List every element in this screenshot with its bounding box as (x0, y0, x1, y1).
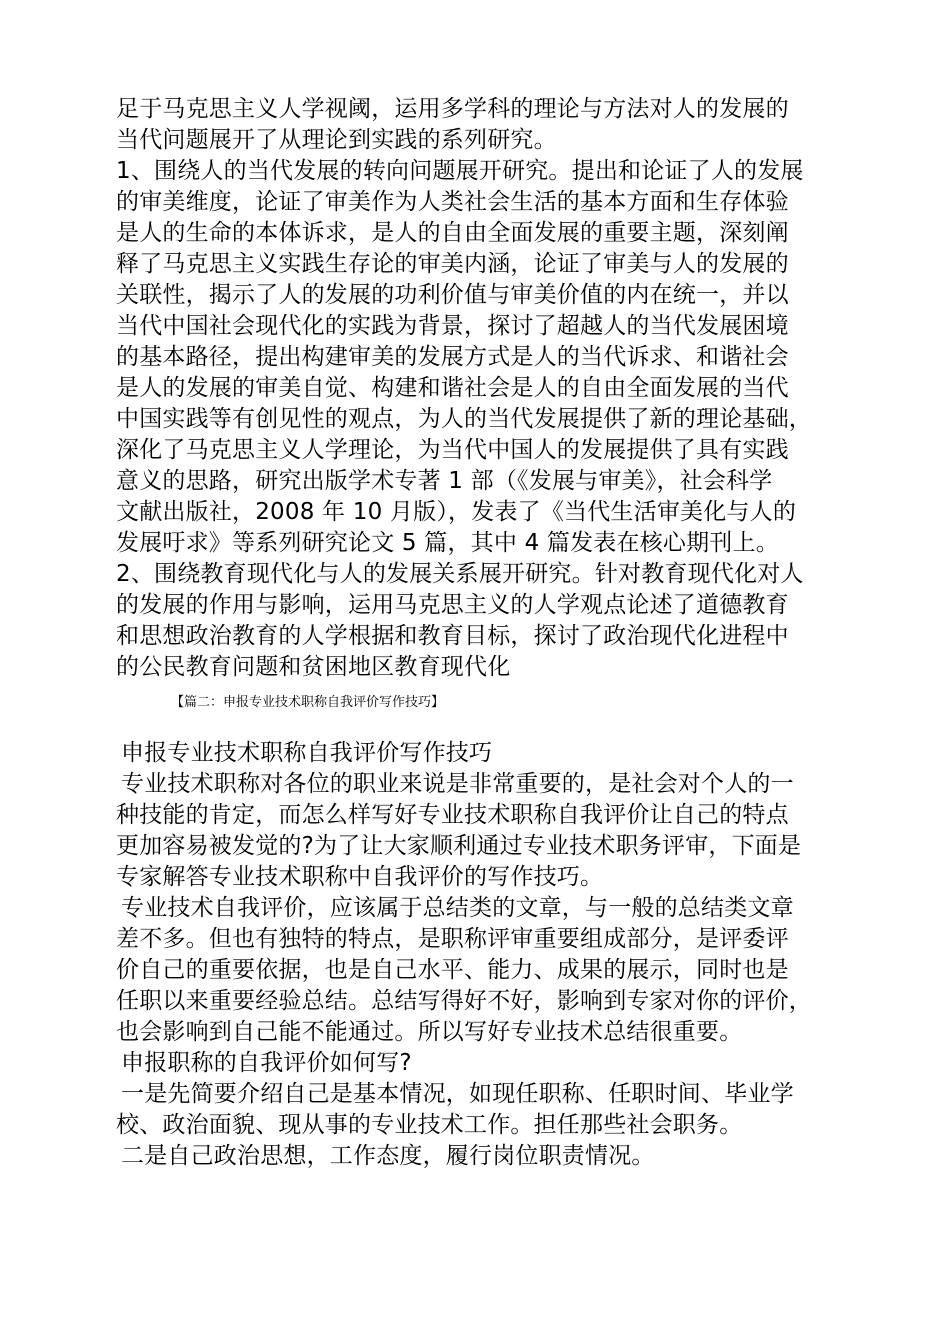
section-heading: 申报专业技术职称自我评价写作技巧 (121, 740, 493, 766)
text-line: 专业技术职称对各位的职业来说是非常重要的，是社会对个人的一 (121, 771, 794, 797)
text-line: 更加容易被发觉的?为了让大家顺利通过专业技术职务评审，下面是 (116, 833, 802, 859)
text-line: 释了马克思主义实践生存论的审美内涵，论证了审美与人的发展的 (116, 251, 789, 277)
text-line: 关联性，揭示了人的发展的功利价值与审美价值的内在统一，并以 (116, 282, 789, 308)
text-line: 和思想政治教育的人学根据和教育目标，探讨了政治现代化进程中 (116, 623, 789, 649)
text-line: 二是自己政治思想，工作态度，履行岗位职责情况。 (121, 1143, 655, 1169)
text-line: 专家解答专业技术职称中自我评价的写作技巧。 (116, 864, 604, 890)
text-line: 中国实践等有创见性的观点，为人的当代发展提供了新的理论基础， (116, 406, 812, 432)
text-line: 差不多。但也有独特的特点，是职称评审重要组成部分，是评委评 (116, 926, 789, 952)
text-line: 意义的思路，研究出版学术专著 1 部（《发展与审美》，社会科学 (116, 468, 773, 494)
section-note: 【篇二：申报专业技术职称自我评价写作技巧】 (171, 695, 445, 710)
text-line: 深化了马克思主义人学理论，为当代中国人的发展提供了具有实践 (116, 437, 789, 463)
text-line: 当代中国社会现代化的实践为背景，探讨了超越人的当代发展困境 (116, 313, 789, 339)
text-line: 2、围绕教育现代化与人的发展关系展开研究。针对教育现代化对人 (116, 561, 804, 587)
text-line: 当代问题展开了从理论到实践的系列研究。 (116, 127, 557, 153)
text-line: 1、围绕人的当代发展的转向问题展开研究。提出和论证了人的发展 (116, 158, 804, 184)
text-line: 的基本路径，提出构建审美的发展方式是人的当代诉求、和谐社会 (116, 344, 789, 370)
text-line: 的公民教育问题和贫困地区教育现代化 (116, 654, 511, 680)
subheading: 申报职称的自我评价如何写? (121, 1050, 412, 1076)
text-line: 任职以来重要经验总结。总结写得好不好，影响到专家对你的评价， (116, 988, 812, 1014)
text-line: 校、政治面貌、现从事的专业技术工作。担任那些社会职务。 (116, 1112, 743, 1138)
text-line: 文献出版社，2008 年 10 月版），发表了《当代生活审美化与人的 (116, 499, 797, 525)
text-line: 发展吁求》等系列研究论文 5 篇，其中 4 篇发表在核心期刊上。 (116, 530, 779, 556)
text-line: 是人的生命的本体诉求，是人的自由全面发展的重要主题，深刻阐 (116, 220, 789, 246)
text-line: 种技能的肯定，而怎么样写好专业技术职称自我评价让自己的特点 (116, 802, 789, 828)
text-line: 也会影响到自己能不能通过。所以写好专业技术总结很重要。 (116, 1019, 743, 1045)
text-line: 专业技术自我评价，应该属于总结类的文章，与一般的总结类文章 (121, 895, 794, 921)
text-line: 的审美维度，论证了审美作为人类社会生活的基本方面和生存体验 (116, 189, 789, 215)
text-line: 一是先简要介绍自己是基本情况，如现任职称、任职时间、毕业学 (121, 1081, 794, 1107)
text-line: 足于马克思主义人学视阈，运用多学科的理论与方法对人的发展的 (116, 96, 789, 122)
text-line: 是人的发展的审美自觉、构建和谐社会是人的自由全面发展的当代 (116, 375, 789, 401)
text-line: 的发展的作用与影响，运用马克思主义的人学观点论述了道德教育 (116, 592, 789, 618)
text-line: 价自己的重要依据，也是自己水平、能力、成果的展示，同时也是 (116, 957, 789, 983)
